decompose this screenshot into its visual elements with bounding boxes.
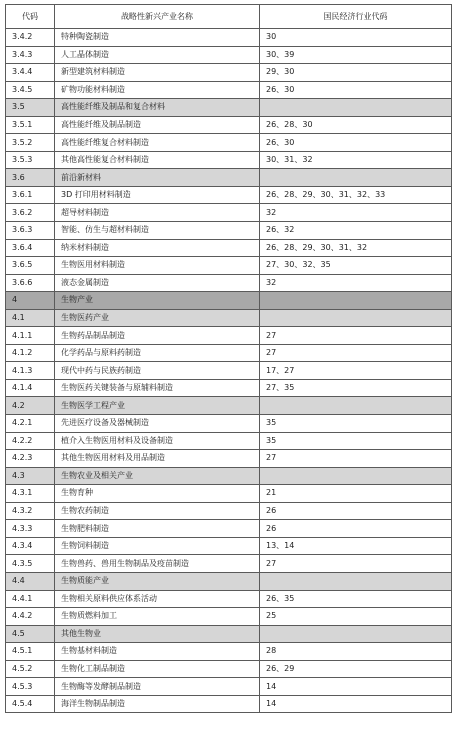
row-industry-code-cell: 14: [260, 695, 452, 713]
row-industry-code-cell: [260, 572, 452, 590]
table-row: [6, 64, 452, 82]
row-industry-code-cell: 32: [260, 204, 452, 222]
table-row: [6, 695, 452, 713]
row-code-cell: 4.5.3: [6, 678, 55, 696]
row-code-cell: 4.2.1: [6, 415, 55, 433]
row-name-cell: 生物基材料制造: [55, 643, 260, 661]
row-name-cell: 生物相关原料供应体系活动: [55, 590, 260, 608]
row-name-cell: 其他高性能复合材料制造: [55, 151, 260, 169]
table-row: [6, 537, 452, 555]
document-page: [5, 4, 451, 713]
row-code-cell: 3.5.2: [6, 134, 55, 152]
table-row: [6, 643, 452, 661]
table-row: [6, 397, 452, 415]
table-row: [6, 415, 452, 433]
row-name-cell: 生物医用材料制造: [55, 257, 260, 275]
table-row: [6, 222, 452, 240]
row-code-cell: 4.3.4: [6, 537, 55, 555]
row-industry-code-cell: 27: [260, 344, 452, 362]
table-row: [6, 292, 452, 310]
row-name-cell: 生物质能产业: [55, 572, 260, 590]
row-code-cell: 3.5.1: [6, 116, 55, 134]
row-industry-code-cell: 35: [260, 432, 452, 450]
row-code-cell: 4.4.1: [6, 590, 55, 608]
row-code-cell: 3.6.1: [6, 186, 55, 204]
row-code-cell: 4.5.4: [6, 695, 55, 713]
row-code-cell: 4.4: [6, 572, 55, 590]
table-row: [6, 362, 452, 380]
row-industry-code-cell: 26: [260, 520, 452, 538]
row-industry-code-cell: 17、27: [260, 362, 452, 380]
row-industry-code-cell: 26、30: [260, 134, 452, 152]
row-name-cell: 新型建筑材料制造: [55, 64, 260, 82]
row-name-cell: 纳米材料制造: [55, 239, 260, 257]
row-code-cell: 3.4.2: [6, 29, 55, 47]
row-name-cell: 高性能纤维复合材料制造: [55, 134, 260, 152]
row-industry-code-cell: [260, 467, 452, 485]
row-code-cell: 4.3: [6, 467, 55, 485]
table-row: [6, 608, 452, 626]
row-code-cell: 4.2: [6, 397, 55, 415]
table-row: [6, 467, 452, 485]
table-row: [6, 590, 452, 608]
row-name-cell: 生物质燃料加工: [55, 608, 260, 626]
row-name-cell: 矿物功能材料制造: [55, 81, 260, 99]
row-industry-code-cell: 26、32: [260, 222, 452, 240]
row-name-cell: 生物化工制品制造: [55, 660, 260, 678]
row-industry-code-cell: 21: [260, 485, 452, 503]
table-row: [6, 485, 452, 503]
table-row: [6, 29, 452, 47]
row-code-cell: 3.6.5: [6, 257, 55, 275]
row-code-cell: 4.3.2: [6, 502, 55, 520]
row-code-cell: 3.4.5: [6, 81, 55, 99]
row-name-cell: 生物医学工程产业: [55, 397, 260, 415]
row-industry-code-cell: [260, 309, 452, 327]
row-code-cell: 3.6.4: [6, 239, 55, 257]
table-row: [6, 625, 452, 643]
table-row: [6, 572, 452, 590]
row-industry-code-cell: 35: [260, 415, 452, 433]
table-row: [6, 660, 452, 678]
table-row: [6, 555, 452, 573]
row-code-cell: 4.3.1: [6, 485, 55, 503]
row-code-cell: 4.1.3: [6, 362, 55, 380]
row-industry-code-cell: 27、30、32、35: [260, 257, 452, 275]
header-industry-name: 战略性新兴产业名称: [55, 5, 260, 29]
row-industry-code-cell: [260, 169, 452, 187]
row-code-cell: 3.4.3: [6, 46, 55, 64]
row-industry-code-cell: 27: [260, 555, 452, 573]
table-header-row: [6, 5, 452, 29]
row-name-cell: 生物产业: [55, 292, 260, 310]
row-name-cell: 生物酶等发酵制品制造: [55, 678, 260, 696]
table-row: [6, 134, 452, 152]
row-industry-code-cell: 26、28、29、30、31、32、33: [260, 186, 452, 204]
table-row: [6, 46, 452, 64]
row-code-cell: 4.5: [6, 625, 55, 643]
table-row: [6, 432, 452, 450]
row-name-cell: 海洋生物制品制造: [55, 695, 260, 713]
row-name-cell: 生物肥料制造: [55, 520, 260, 538]
row-code-cell: 4.1: [6, 309, 55, 327]
table-row: [6, 204, 452, 222]
row-code-cell: 3.6: [6, 169, 55, 187]
row-industry-code-cell: 25: [260, 608, 452, 626]
table-row: [6, 99, 452, 117]
table-row: [6, 81, 452, 99]
row-name-cell: 液态金属制造: [55, 274, 260, 292]
row-name-cell: 其他生物业: [55, 625, 260, 643]
row-industry-code-cell: 26、35: [260, 590, 452, 608]
table-row: [6, 502, 452, 520]
row-code-cell: 3.6.6: [6, 274, 55, 292]
row-name-cell: 生物药品制品制造: [55, 327, 260, 345]
industry-classification-table: [5, 4, 452, 713]
row-code-cell: 3.4.4: [6, 64, 55, 82]
row-code-cell: 3.5: [6, 99, 55, 117]
row-industry-code-cell: 26、28、29、30、31、32: [260, 239, 452, 257]
row-industry-code-cell: 30: [260, 29, 452, 47]
row-name-cell: 先进医疗设备及器械制造: [55, 415, 260, 433]
row-industry-code-cell: [260, 625, 452, 643]
row-industry-code-cell: [260, 99, 452, 117]
row-name-cell: 生物兽药、兽用生物制品及疫苗制造: [55, 555, 260, 573]
row-name-cell: 植介入生物医用材料及设备制造: [55, 432, 260, 450]
table-row: [6, 151, 452, 169]
table-row: [6, 520, 452, 538]
row-industry-code-cell: [260, 397, 452, 415]
table-row: [6, 327, 452, 345]
row-industry-code-cell: 27、35: [260, 379, 452, 397]
row-name-cell: 人工晶体制造: [55, 46, 260, 64]
row-industry-code-cell: 30、39: [260, 46, 452, 64]
row-code-cell: 3.6.2: [6, 204, 55, 222]
table-row: [6, 309, 452, 327]
row-name-cell: 3D 打印用材料制造: [55, 186, 260, 204]
row-name-cell: 生物育种: [55, 485, 260, 503]
row-code-cell: 4.3.5: [6, 555, 55, 573]
row-name-cell: 高性能纤维及制品和复合材料: [55, 99, 260, 117]
table-row: [6, 274, 452, 292]
header-national-industry-code: 国民经济行业代码: [260, 5, 452, 29]
row-code-cell: 4.4.2: [6, 608, 55, 626]
row-industry-code-cell: 26: [260, 502, 452, 520]
row-code-cell: 3.5.3: [6, 151, 55, 169]
row-name-cell: 生物农业及相关产业: [55, 467, 260, 485]
row-name-cell: 特种陶瓷制造: [55, 29, 260, 47]
row-industry-code-cell: 26、28、30: [260, 116, 452, 134]
row-industry-code-cell: 30、31、32: [260, 151, 452, 169]
row-industry-code-cell: [260, 292, 452, 310]
table-row: [6, 344, 452, 362]
row-name-cell: 生物饲料制造: [55, 537, 260, 555]
row-industry-code-cell: 29、30: [260, 64, 452, 82]
row-name-cell: 生物医药产业: [55, 309, 260, 327]
row-industry-code-cell: 26、30: [260, 81, 452, 99]
row-code-cell: 4.5.1: [6, 643, 55, 661]
row-name-cell: 超导材料制造: [55, 204, 260, 222]
row-code-cell: 4.3.3: [6, 520, 55, 538]
table-body: [6, 29, 452, 713]
row-code-cell: 4.5.2: [6, 660, 55, 678]
table-row: [6, 169, 452, 187]
row-code-cell: 4.1.4: [6, 379, 55, 397]
row-code-cell: 3.6.3: [6, 222, 55, 240]
row-name-cell: 高性能纤维及制品制造: [55, 116, 260, 134]
row-name-cell: 生物农药制造: [55, 502, 260, 520]
table-row: [6, 678, 452, 696]
table-row: [6, 186, 452, 204]
row-code-cell: 4.1.1: [6, 327, 55, 345]
row-name-cell: 现代中药与民族药制造: [55, 362, 260, 380]
row-name-cell: 其他生物医用材料及用品制造: [55, 450, 260, 468]
table-row: [6, 116, 452, 134]
row-industry-code-cell: 26、29: [260, 660, 452, 678]
row-industry-code-cell: 27: [260, 327, 452, 345]
row-industry-code-cell: 14: [260, 678, 452, 696]
table-row: [6, 450, 452, 468]
table-row: [6, 257, 452, 275]
row-industry-code-cell: 27: [260, 450, 452, 468]
row-industry-code-cell: 32: [260, 274, 452, 292]
row-name-cell: 智能、仿生与超材料制造: [55, 222, 260, 240]
row-industry-code-cell: 13、14: [260, 537, 452, 555]
row-name-cell: 化学药品与原料药制造: [55, 344, 260, 362]
row-name-cell: 前沿新材料: [55, 169, 260, 187]
table-row: [6, 239, 452, 257]
row-code-cell: 4.2.2: [6, 432, 55, 450]
row-code-cell: 4: [6, 292, 55, 310]
header-code: 代码: [6, 5, 55, 29]
table-row: [6, 379, 452, 397]
row-code-cell: 4.1.2: [6, 344, 55, 362]
row-name-cell: 生物医药关键装备与原辅料制造: [55, 379, 260, 397]
row-industry-code-cell: 28: [260, 643, 452, 661]
row-code-cell: 4.2.3: [6, 450, 55, 468]
